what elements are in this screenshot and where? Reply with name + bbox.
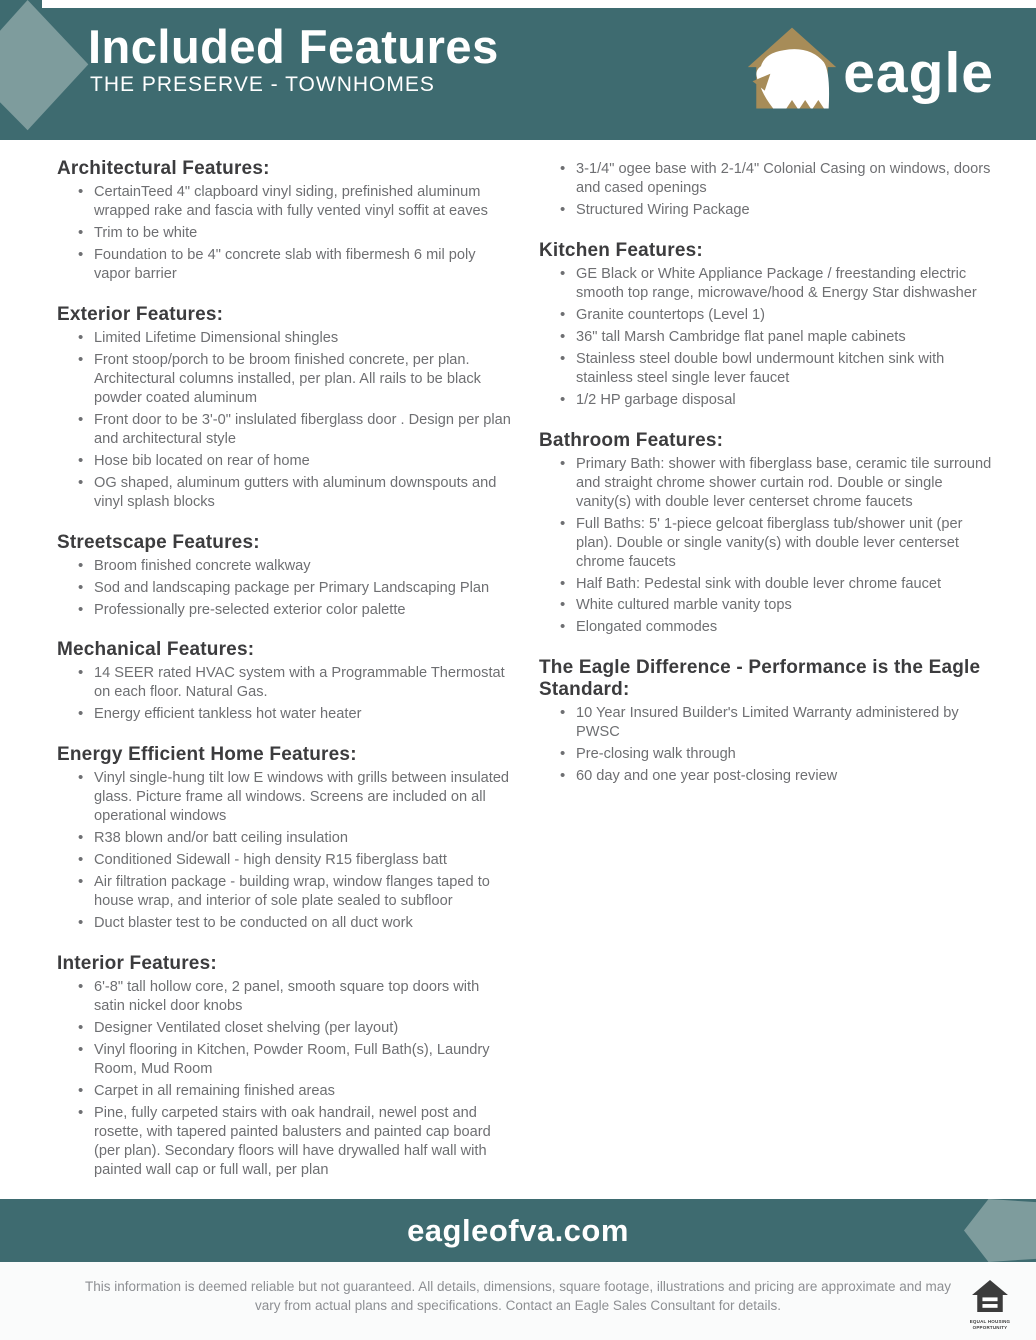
- feature-item: • GE Black or White Appliance Package / freestanding electric smooth top range, microwave/hood & Energy Star dishwasher: [559, 265, 995, 303]
- feature-item: • 1/2 HP garbage disposal: [559, 391, 995, 410]
- page-title: Included Features: [88, 20, 499, 73]
- brand-wordmark: eagle: [843, 41, 994, 105]
- feature-list: [539, 265, 995, 410]
- feature-item: • Front stoop/porch to be broom finished concrete, per plan. Architectural columns installed, per plan. All rails to be black powder coated aluminum: [77, 351, 513, 408]
- feature-item: • Pine, fully carpeted stairs with oak handrail, newel post and rosette, with tapered painted balusters and painted cap board (per plan). Secondary floors will have drywalled half wall with painted wall cap or full wall, per plan: [77, 1104, 513, 1180]
- feature-list: [57, 183, 513, 284]
- section-heading: Architectural Features:: [57, 158, 270, 179]
- feature-item: • Primary Bath: shower with fiberglass base, ceramic tile surround and straight chrome shower curtain rod. Double or single vanity(s) with double lever centerset chrome faucets: [559, 455, 995, 512]
- feature-section: [57, 304, 513, 512]
- feature-section: [539, 430, 995, 638]
- feature-list: [57, 664, 513, 724]
- feature-item: • Trim to be white: [77, 224, 513, 243]
- section-heading: Exterior Features:: [57, 303, 224, 325]
- right-column: [539, 158, 995, 1200]
- feature-item: • Energy efficient tankless hot water heater: [77, 705, 513, 724]
- feature-section: [57, 744, 513, 933]
- feature-item: • Sod and landscaping package per Primary Landscaping Plan: [77, 579, 513, 598]
- feature-section: [539, 657, 995, 786]
- feature-item: • Carpet in all remaining finished areas: [77, 1082, 513, 1101]
- feature-item: • Conditioned Sidewall - high density R15 fiberglass batt: [77, 851, 513, 870]
- feature-section: [57, 532, 513, 620]
- section-heading: Mechanical Features:: [57, 639, 255, 661]
- feature-item: • Limited Lifetime Dimensional shingles: [77, 329, 513, 348]
- feature-item: • Professionally pre-selected exterior color palette: [77, 601, 513, 620]
- feature-item: • 14 SEER rated HVAC system with a Programmable Thermostat on each floor. Natural Gas.: [77, 664, 513, 702]
- feature-item: • Half Bath: Pedestal sink with double lever chrome faucet: [559, 575, 995, 594]
- feature-item: • Stainless steel double bowl undermount kitchen sink with stainless steel single lever faucet: [559, 350, 995, 388]
- feature-section: [539, 240, 995, 410]
- feature-list: [539, 704, 995, 786]
- feature-section: [57, 953, 513, 1180]
- feature-list: [539, 160, 995, 220]
- feature-item: • CertainTeed 4" clapboard vinyl siding, prefinished aluminum wrapped rake and fascia with fully vented vinyl soffit at eaves: [77, 183, 513, 221]
- feature-item: • 3-1/4" ogee base with 2-1/4" Colonial Casing on windows, doors and cased openings: [559, 160, 995, 198]
- feature-list: [57, 329, 513, 512]
- feature-item: • OG shaped, aluminum gutters with aluminum downspouts and vinyl splash blocks: [77, 474, 513, 512]
- features-columns: [57, 158, 995, 1200]
- feature-section: [539, 160, 995, 220]
- feature-item: • Pre-closing walk through: [559, 745, 995, 764]
- brand-logo: [745, 24, 994, 119]
- feature-item: • Elongated commodes: [559, 618, 995, 637]
- feature-item: • Full Baths: 5' 1-piece gelcoat fiberglass tub/shower unit (per plan). Double or single vanity(s) with double lever centerset chrome faucets: [559, 515, 995, 572]
- website-link[interactable]: eagleofva.com: [407, 1212, 629, 1248]
- footer-band: [0, 1199, 1036, 1262]
- feature-item: • Air filtration package - building wrap, window flanges taped to house wrap, and interior of sole plate sealed to subfloor: [77, 873, 513, 911]
- bottom-strip: [0, 1262, 1036, 1340]
- equal-housing-icon: [971, 1300, 1009, 1317]
- feature-list: [57, 769, 513, 933]
- feature-item: • Duct blaster test to be conducted on all duct work: [77, 914, 513, 933]
- section-heading: Streetscape Features:: [57, 531, 260, 553]
- feature-item: • Granite countertops (Level 1): [559, 306, 995, 325]
- section-heading: Interior Features:: [57, 953, 217, 975]
- header: [0, 0, 1036, 140]
- section-heading: Bathroom Features:: [539, 429, 724, 451]
- feature-item: • R38 blown and/or batt ceiling insulation: [77, 829, 513, 848]
- feature-list: [57, 557, 513, 620]
- feature-item: • 36" tall Marsh Cambridge flat panel maple cabinets: [559, 328, 995, 347]
- left-column: [57, 158, 513, 1200]
- feature-item: • Vinyl flooring in Kitchen, Powder Room, Full Bath(s), Laundry Room, Mud Room: [77, 1041, 513, 1079]
- feature-list: [57, 978, 513, 1180]
- title-block: [88, 22, 499, 97]
- eagle-house-icon: [745, 24, 839, 119]
- disclaimer-text: This information is deemed reliable but not guaranteed. All details, dimensions, square footage, illustrations and pricing are approximate and may vary from actual plans and specifications. Contact an Eagle Sales Consultant for details.: [85, 1279, 951, 1313]
- section-heading: Kitchen Features:: [539, 239, 703, 261]
- equal-housing-label: EQUAL HOUSING OPPORTUNITY: [969, 1319, 1011, 1330]
- feature-item: • 6'-8" tall hollow core, 2 panel, smooth square top doors with satin nickel door knobs: [77, 978, 513, 1016]
- feature-item: • Vinyl single-hung tilt low E windows with grills between insulated glass. Picture frame all windows. Screens are included on all operational windows: [77, 769, 513, 826]
- feature-item: • Structured Wiring Package: [559, 201, 995, 220]
- feature-item: • Broom finished concrete walkway: [77, 557, 513, 576]
- feature-item: • Designer Ventilated closet shelving (per layout): [77, 1019, 513, 1038]
- feature-list: [539, 455, 995, 638]
- feature-section: [57, 158, 513, 284]
- equal-housing-block: [964, 1279, 1016, 1330]
- feature-item: • Foundation to be 4" concrete slab with fibermesh 6 mil poly vapor barrier: [77, 246, 513, 284]
- chevron-left-icon: [964, 1199, 1036, 1262]
- feature-item: • 60 day and one year post-closing review: [559, 767, 995, 786]
- feature-item: • 10 Year Insured Builder's Limited Warranty administered by PWSC: [559, 704, 995, 742]
- section-heading: Energy Efficient Home Features:: [57, 744, 357, 766]
- section-heading: The Eagle Difference - Performance is the Eagle Standard:: [539, 657, 981, 701]
- feature-item: • Front door to be 3'-0" inslulated fiberglass door . Design per plan and architectural style: [77, 411, 513, 449]
- feature-item: • White cultured marble vanity tops: [559, 596, 995, 615]
- page-subtitle: THE PRESERVE - TOWNHOMES: [90, 73, 435, 97]
- feature-item: • Hose bib located on rear of home: [77, 452, 513, 471]
- feature-section: [57, 639, 513, 724]
